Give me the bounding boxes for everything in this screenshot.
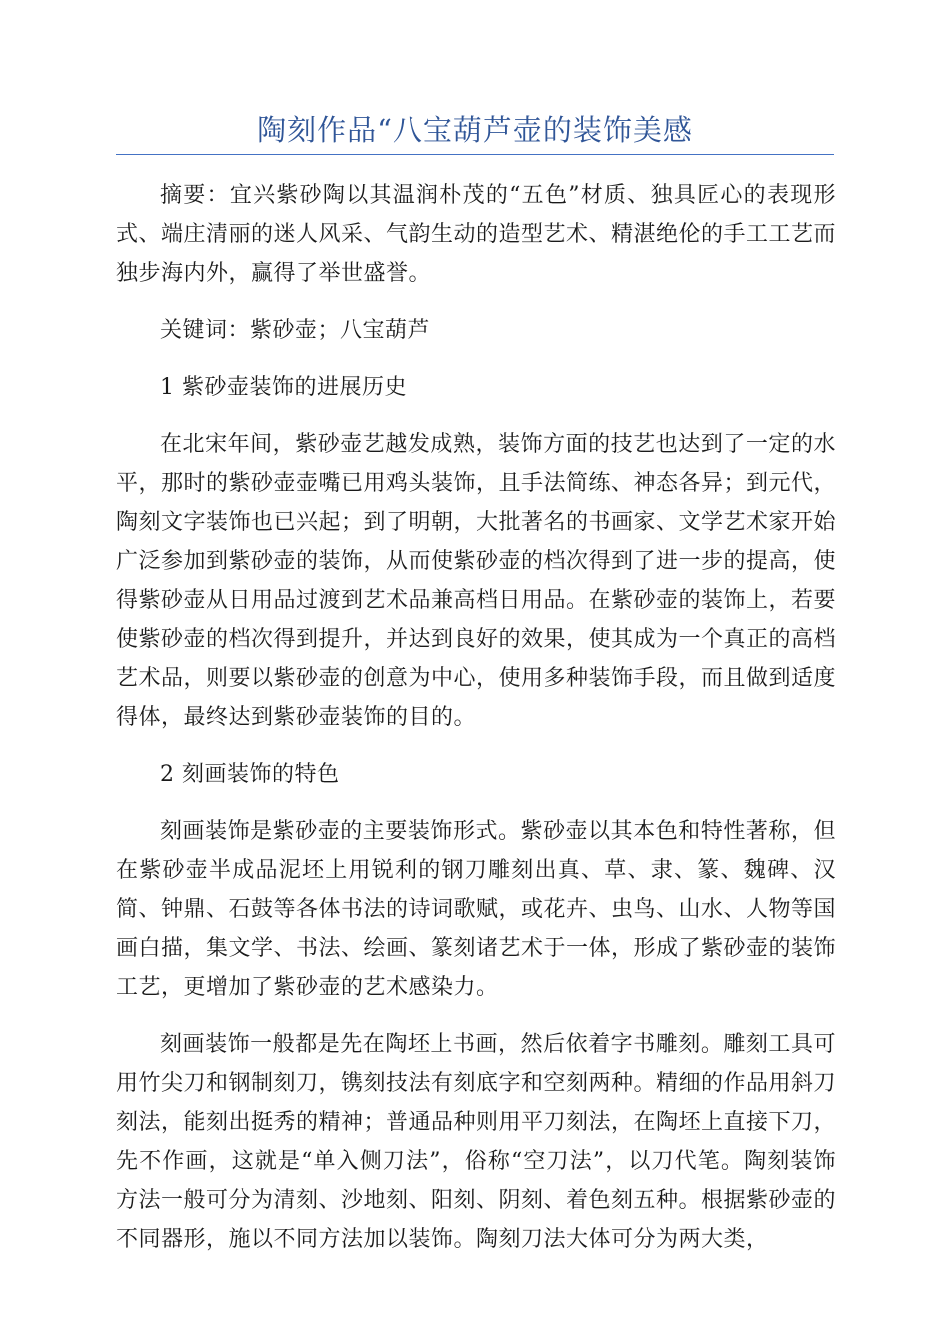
section-2-paragraph-2: 刻画装饰一般都是先在陶坯上书画，然后依着字书雕刻。雕刻工具可用竹尖刀和钢制刻刀，镌刻技法有刻底字和空刻两种。精细的作品用斜刀刻法，能刻出挺秀的精神；普通品种则用平刀刻法，在陶坯上直接下刀，先不作画，这就是“单入侧刀法”，俗称“空刀法”，以刀代笔。陶刻装饰方法一般可分为清刻、沙地刻、阳刻、阴刻、着色刻五种。根据紫砂壶的不同器形，施以不同方法加以装饰。陶刻刀法大体可分为两大类，	[116, 1032, 837, 1252]
section-2-paragraph-1: 刻画装饰是紫砂壶的主要装饰形式。紫砂壶以其本色和特性著称，但在紫砂壶半成品泥坯上用锐利的钢刀雕刻出真、草、隶、篆、魏碑、汉简、钟鼎、石鼓等各体书法的诗词歌赋，或花卉、虫鸟、山水、人物等国画白描，集文学、书法、绘画、篆刻诸艺术于一体，形成了紫砂壶的装饰工艺，更增加了紫砂壶的艺术感染力。	[116, 819, 837, 1000]
document-title: 陶刻作品“八宝葫芦壶的装饰美感	[257, 113, 693, 147]
keywords-line: 关键词：紫砂壶；八宝葫芦	[160, 318, 431, 343]
document-body	[116, 176, 836, 1277]
abstract-paragraph: 摘要：宜兴紫砂陶以其温润朴茂的“五色”材质、独具匠心的表现形式、端庄清丽的迷人风采、气韵生动的造型艺术、精湛绝伦的手工工艺而独步海内外，赢得了举世盛誉。	[116, 183, 837, 286]
title-underline	[116, 154, 834, 155]
section-heading-2: 2 刻画装饰的特色	[160, 762, 340, 787]
section-1-paragraph: 在北宋年间，紫砂壶艺越发成熟，装饰方面的技艺也达到了一定的水平，那时的紫砂壶壶嘴已用鸡头装饰，且手法简练、神态各异；到元代，陶刻文字装饰也已兴起；到了明朝，大批著名的书画家、文学艺术家开始广泛参加到紫砂壶的装饰，从而使紫砂壶的档次得到了进一步的提高，使得紫砂壶从日用品过渡到艺术品兼高档日用品。在紫砂壶的装饰上，若要使紫砂壶的档次得到提升，并达到良好的效果，使其成为一个真正的高档艺术品，则要以紫砂壶的创意为中心，使用多种装饰手段，而且做到适度得体，最终达到紫砂壶装饰的目的。	[116, 432, 837, 730]
section-heading-1: 1 紫砂壶装饰的进展历史	[160, 375, 407, 400]
